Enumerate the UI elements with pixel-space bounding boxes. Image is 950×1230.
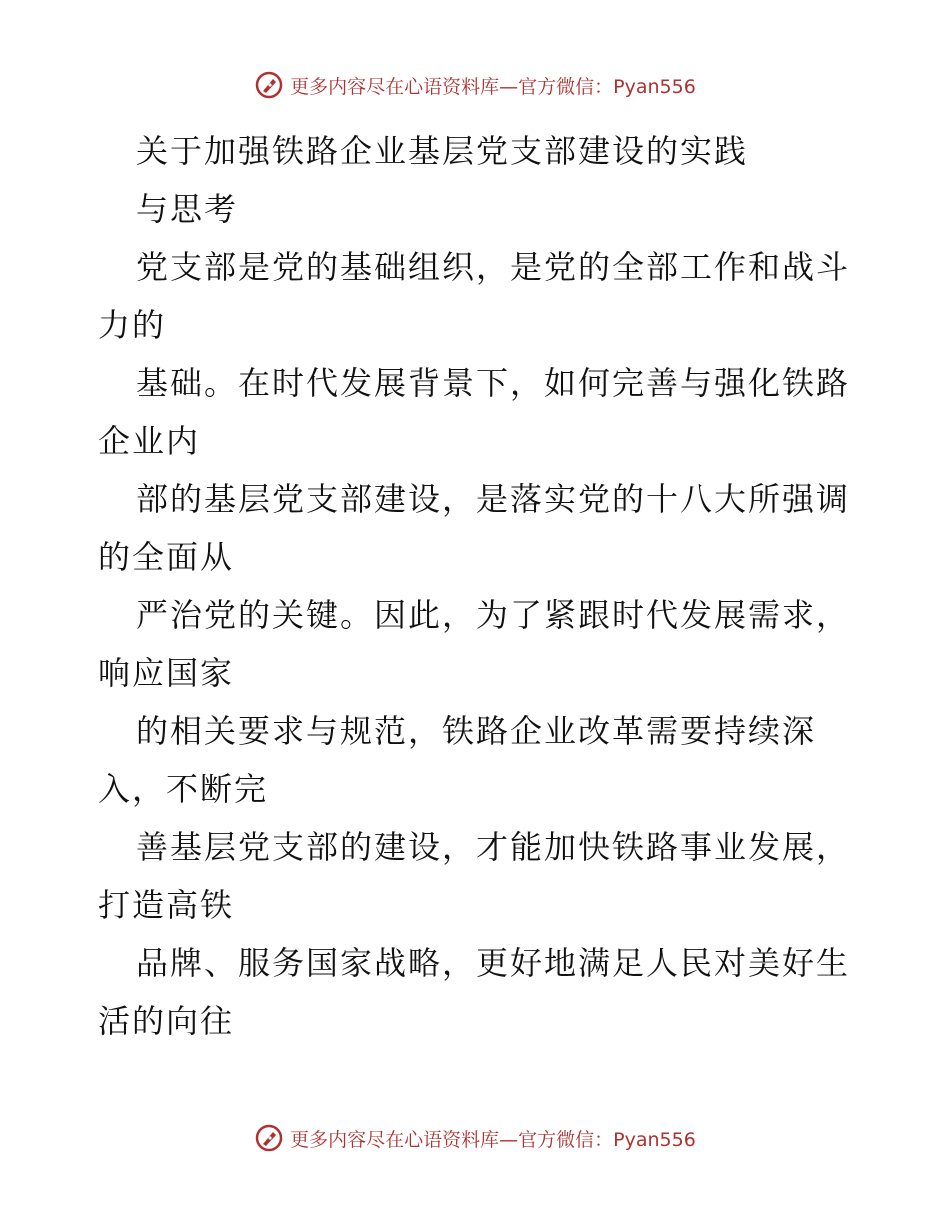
text-line: 与思考 — [136, 190, 239, 228]
footer-banner — [0, 1123, 950, 1153]
banner-text: 更多内容尽在心语资料库—官方微信：Pyan556 — [290, 1128, 696, 1151]
pen-nib-logo-icon — [254, 1123, 284, 1153]
header-banner — [0, 70, 950, 100]
text-line: 善基层党支部的建设，才能加快铁路事业发展， — [136, 828, 851, 866]
banner-text: 更多内容尽在心语资料库—官方微信：Pyan556 — [290, 75, 696, 98]
text-line: 的全面从 — [98, 538, 235, 576]
text-line: 基础。在时代发展背景下，如何完善与强化铁路 — [136, 364, 851, 402]
pen-nib-logo-icon — [254, 70, 284, 100]
text-line: 部的基层党支部建设，是落实党的十八大所强调 — [136, 480, 851, 518]
text-line: 企业内 — [98, 422, 201, 460]
text-line: 力的 — [98, 306, 167, 344]
text-line: 的相关要求与规范，铁路企业改革需要持续深 — [136, 712, 817, 750]
text-line: 严治党的关键。因此，为了紧跟时代发展需求， — [136, 596, 851, 634]
text-line: 入，不断完 — [98, 770, 269, 808]
text-line: 打造高铁 — [98, 886, 235, 924]
text-line: 党支部是党的基础组织，是党的全部工作和战斗 — [136, 248, 851, 286]
document-body — [98, 122, 858, 1050]
text-line: 活的向往 — [98, 1002, 235, 1040]
text-line: 响应国家 — [98, 654, 235, 692]
text-line: 关于加强铁路企业基层党支部建设的实践 — [136, 132, 749, 170]
text-line: 品牌、服务国家战略，更好地满足人民对美好生 — [136, 944, 851, 982]
